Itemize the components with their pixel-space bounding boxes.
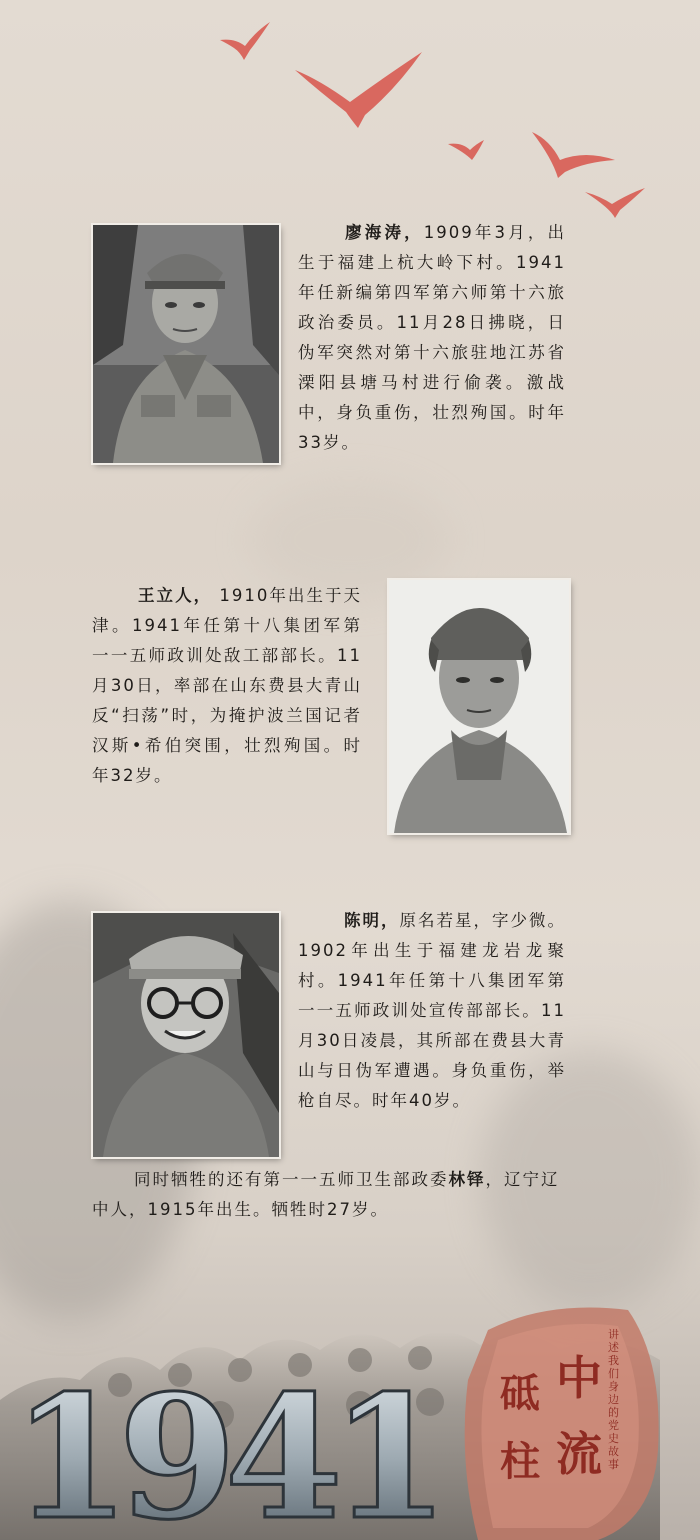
portrait-photo-chen-ming <box>93 913 279 1157</box>
seal-side-text: 讲述我们身边的党史故事 <box>608 1328 619 1471</box>
birds-decoration <box>200 10 640 220</box>
seal-char: 柱 <box>500 1438 540 1485</box>
seal-stone <box>458 1300 660 1540</box>
person-name-lin-duo: 林铎 <box>448 1170 486 1189</box>
seal-char: 砥 <box>500 1370 540 1417</box>
person-name: 王立人， <box>138 586 213 605</box>
closing-note-suffix: ，辽宁辽中人，1915年出生。牺牲时27岁。 <box>92 1170 560 1219</box>
bio-chen-ming <box>298 906 566 1116</box>
seal-char: 中 <box>556 1351 602 1405</box>
portrait-photo-wang-liren <box>389 580 569 833</box>
person-name: 陈明， <box>344 911 400 930</box>
bio-text: 原名若星，字少微。 1902年出生于福建龙岩龙聚村。1941年任第十八集团军第一一五师政训处宣传部部长。11月30日凌晨，其所部在费县大青山与日伪军遭遇。身负重伤，举枪自尽。时年40岁。 <box>298 911 566 1110</box>
year-1941-text: 1941 <box>12 1358 438 1540</box>
year-1941-badge <box>8 1345 438 1540</box>
closing-note <box>92 1165 568 1225</box>
person-name: 廖海涛， <box>344 223 424 242</box>
bio-text: 1910年出生于天津。1941年任第十八集团军第一一五师政训处敌工部部长。11月30日，率部在山东费县大青山反“扫荡”时，为掩护波兰国记者汉斯•希伯突围，壮烈殉国。时年32岁。 <box>92 586 362 785</box>
bio-liao-haitao <box>298 218 566 458</box>
closing-note-prefix: 同时牺牲的还有第一一五师卫生部政委 <box>134 1170 449 1189</box>
bio-text: 1909年3月，出生于福建上杭大岭下村。1941年任新编第四军第六师第十六旅政治委员。11月28日拂晓，日伪军突然对第十六旅驻地江苏省溧阳县塘马村进行偷袭。激战中，身负重伤，壮烈殉国。时年33岁。 <box>298 223 566 452</box>
seal-char: 流 <box>556 1427 602 1481</box>
portrait-photo-liao-haitao <box>93 225 279 463</box>
bio-wang-liren <box>92 581 362 791</box>
